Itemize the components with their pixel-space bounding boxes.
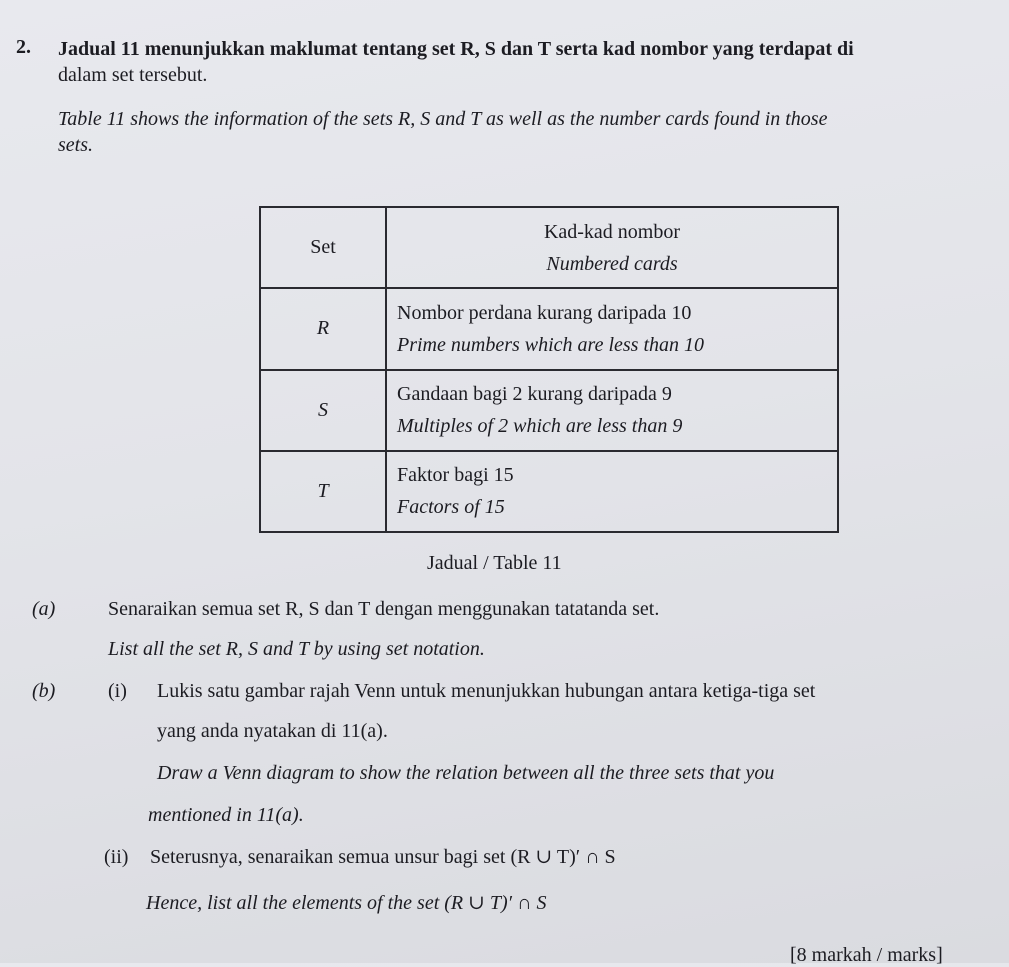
part-b-i-malay-line2: yang anda nyatakan di 11(a).	[157, 720, 388, 742]
part-a-english: List all the set R, S and T by using set notation.	[108, 638, 485, 660]
header-set	[260, 207, 386, 288]
header-cards-malay: Kad-kad nombor	[543, 220, 681, 243]
part-b-ii-malay: Seterusnya, senaraikan semua unsur bagi set (R ∪ T)′ ∩ S	[150, 846, 616, 868]
set-name-r: R	[260, 288, 386, 369]
header-cards-english: Numbered cards	[546, 252, 678, 275]
part-b-i-english-line2: mentioned in 11(a).	[148, 804, 304, 826]
part-b-i-malay-line1: Lukis satu gambar rajah Venn untuk menunjukkan hubungan antara ketiga-tiga set	[157, 680, 816, 702]
part-b-ii-label: (ii)	[104, 846, 129, 868]
header-cards	[386, 207, 838, 288]
set-desc-english: Factors of 15	[397, 496, 505, 519]
part-b-label: (b)	[32, 680, 56, 702]
table-row	[260, 451, 838, 532]
table-row	[260, 288, 838, 369]
set-desc-malay: Nombor perdana kurang daripada 10	[397, 301, 692, 324]
set-desc-english: Prime numbers which are less than 10	[397, 333, 705, 356]
part-b-i-english-line1: Draw a Venn diagram to show the relation between all the three sets that you	[157, 762, 775, 784]
header-set-label: Set	[310, 236, 336, 259]
part-b-ii-english: Hence, list all the elements of the set (R ∪ T)′ ∩ S	[146, 892, 547, 914]
question-number: 2.	[16, 36, 31, 58]
set-desc-r	[386, 288, 838, 369]
set-desc-malay: Gandaan bagi 2 kurang daripada 9	[397, 383, 672, 406]
table-row	[260, 370, 838, 451]
part-a-label: (a)	[32, 598, 56, 620]
intro-malay-line2: dalam set tersebut.	[58, 64, 208, 86]
set-name-t: T	[260, 451, 386, 532]
set-desc-malay: Faktor bagi 15	[397, 464, 514, 487]
part-b-i-label: (i)	[108, 680, 127, 702]
intro-english-line1: Table 11 shows the information of the sets R, S and T as well as the number cards found in those	[58, 108, 828, 130]
intro-english-line2: sets.	[58, 134, 93, 156]
table-header-row	[260, 207, 838, 288]
table-caption: Jadual / Table 11	[427, 552, 562, 574]
marks-label: [8 markah / marks]	[790, 944, 943, 966]
intro-malay-line1: Jadual 11 menunjukkan maklumat tentang set R, S dan T serta kad nombor yang terdapat di	[58, 38, 854, 60]
set-desc-english: Multiples of 2 which are less than 9	[397, 415, 683, 438]
set-desc-t	[386, 451, 838, 532]
part-a-malay: Senaraikan semua set R, S dan T dengan menggunakan tatatanda set.	[108, 598, 660, 620]
sets-table	[259, 206, 839, 533]
set-desc-s	[386, 370, 838, 451]
set-name-s: S	[260, 370, 386, 451]
